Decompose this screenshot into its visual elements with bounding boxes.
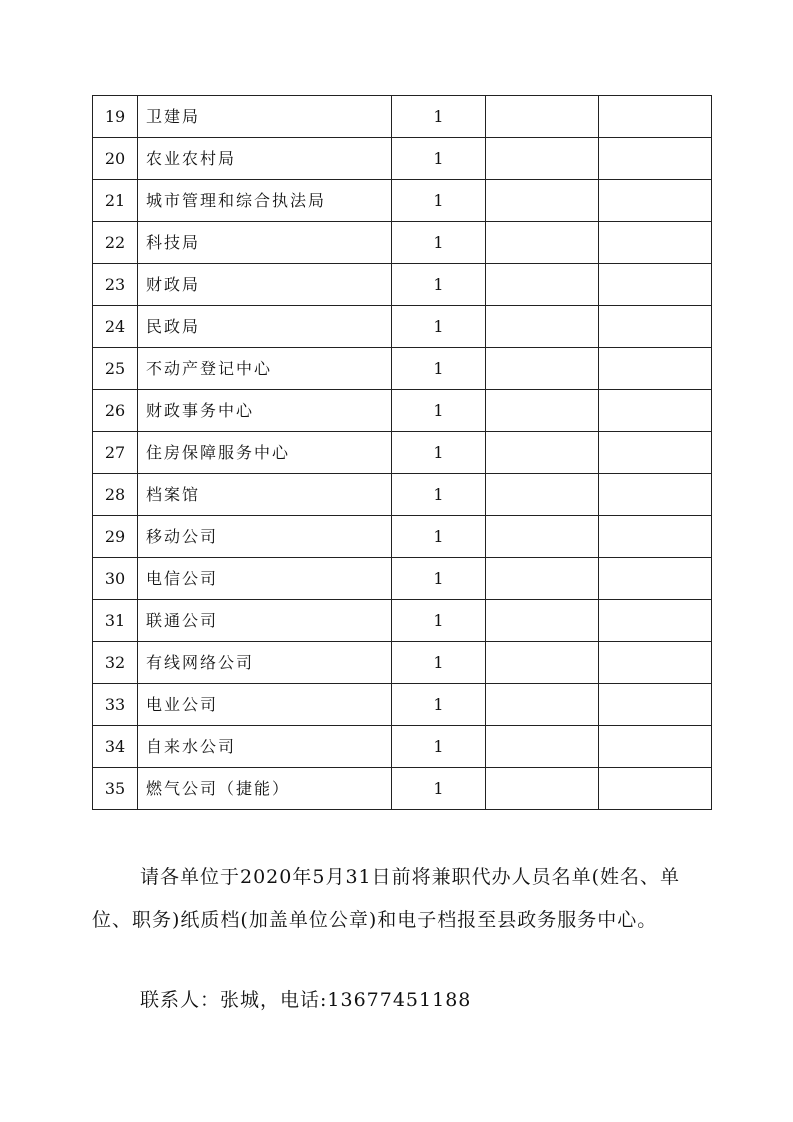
agent-quota-table — [92, 95, 712, 810]
row-number-cell: 21 — [93, 180, 138, 222]
table-row — [93, 180, 712, 222]
blank-cell-1 — [486, 138, 599, 180]
submission-notice: 请各单位于2020年5月31日前将兼职代办人员名单(姓名、单位、职务)纸质档(加盖单位公章)和电子档报至县政务服务中心。 — [92, 866, 681, 931]
row-number-cell: 24 — [93, 306, 138, 348]
blank-cell-2 — [599, 600, 712, 642]
blank-cell-2 — [599, 474, 712, 516]
unit-name-cell: 联通公司 — [138, 600, 392, 642]
unit-name-cell: 燃气公司（捷能） — [138, 768, 392, 810]
table-row — [93, 138, 712, 180]
table-row — [93, 642, 712, 684]
table-row — [93, 726, 712, 768]
unit-name-cell: 电业公司 — [138, 684, 392, 726]
agent-quota-table-body — [93, 96, 712, 810]
table-row — [93, 264, 712, 306]
unit-name-cell: 有线网络公司 — [138, 642, 392, 684]
blank-cell-1 — [486, 768, 599, 810]
blank-cell-1 — [486, 306, 599, 348]
unit-name-cell: 财政事务中心 — [138, 390, 392, 432]
blank-cell-2 — [599, 642, 712, 684]
blank-cell-2 — [599, 348, 712, 390]
blank-cell-2 — [599, 768, 712, 810]
table-row — [93, 348, 712, 390]
staff-count-cell: 1 — [392, 516, 486, 558]
unit-name-cell: 不动产登记中心 — [138, 348, 392, 390]
table-row — [93, 432, 712, 474]
row-number-cell: 19 — [93, 96, 138, 138]
table-row — [93, 768, 712, 810]
staff-count-cell: 1 — [392, 222, 486, 264]
staff-count-cell: 1 — [392, 558, 486, 600]
row-number-cell: 35 — [93, 768, 138, 810]
unit-name-cell: 卫建局 — [138, 96, 392, 138]
table-row — [93, 306, 712, 348]
blank-cell-1 — [486, 348, 599, 390]
table-row — [93, 558, 712, 600]
table-row — [93, 96, 712, 138]
unit-name-cell: 农业农村局 — [138, 138, 392, 180]
staff-count-cell: 1 — [392, 768, 486, 810]
unit-name-cell: 科技局 — [138, 222, 392, 264]
row-number-cell: 29 — [93, 516, 138, 558]
unit-name-cell: 移动公司 — [138, 516, 392, 558]
staff-count-cell: 1 — [392, 96, 486, 138]
row-number-cell: 33 — [93, 684, 138, 726]
unit-name-cell: 住房保障服务中心 — [138, 432, 392, 474]
staff-count-cell: 1 — [392, 180, 486, 222]
unit-name-cell: 城市管理和综合执法局 — [138, 180, 392, 222]
blank-cell-1 — [486, 432, 599, 474]
row-number-cell: 34 — [93, 726, 138, 768]
staff-count-cell: 1 — [392, 684, 486, 726]
blank-cell-1 — [486, 96, 599, 138]
blank-cell-2 — [599, 516, 712, 558]
staff-count-cell: 1 — [392, 390, 486, 432]
staff-count-cell: 1 — [392, 138, 486, 180]
staff-count-cell: 1 — [392, 306, 486, 348]
staff-count-cell: 1 — [392, 348, 486, 390]
blank-cell-1 — [486, 600, 599, 642]
blank-cell-2 — [599, 264, 712, 306]
unit-name-cell: 自来水公司 — [138, 726, 392, 768]
blank-cell-1 — [486, 726, 599, 768]
staff-count-cell: 1 — [392, 474, 486, 516]
staff-count-cell: 1 — [392, 432, 486, 474]
blank-cell-2 — [599, 432, 712, 474]
staff-count-cell: 1 — [392, 726, 486, 768]
blank-cell-1 — [486, 222, 599, 264]
row-number-cell: 20 — [93, 138, 138, 180]
blank-cell-2 — [599, 222, 712, 264]
row-number-cell: 30 — [93, 558, 138, 600]
blank-cell-2 — [599, 180, 712, 222]
row-number-cell: 31 — [93, 600, 138, 642]
blank-cell-2 — [599, 138, 712, 180]
table-row — [93, 474, 712, 516]
blank-cell-1 — [486, 474, 599, 516]
blank-cell-2 — [599, 390, 712, 432]
row-number-cell: 26 — [93, 390, 138, 432]
row-number-cell: 28 — [93, 474, 138, 516]
table-row — [93, 516, 712, 558]
row-number-cell: 25 — [93, 348, 138, 390]
table-row — [93, 390, 712, 432]
blank-cell-1 — [486, 264, 599, 306]
blank-cell-2 — [599, 96, 712, 138]
row-number-cell: 22 — [93, 222, 138, 264]
unit-name-cell: 民政局 — [138, 306, 392, 348]
row-number-cell: 32 — [93, 642, 138, 684]
blank-cell-2 — [599, 306, 712, 348]
blank-cell-2 — [599, 558, 712, 600]
blank-cell-1 — [486, 516, 599, 558]
table-row — [93, 684, 712, 726]
blank-cell-1 — [486, 684, 599, 726]
blank-cell-1 — [486, 642, 599, 684]
table-row — [93, 222, 712, 264]
blank-cell-2 — [599, 684, 712, 726]
unit-name-cell: 电信公司 — [138, 558, 392, 600]
table-row — [93, 600, 712, 642]
blank-cell-1 — [486, 180, 599, 222]
unit-name-cell: 财政局 — [138, 264, 392, 306]
unit-name-cell: 档案馆 — [138, 474, 392, 516]
row-number-cell: 27 — [93, 432, 138, 474]
staff-count-cell: 1 — [392, 642, 486, 684]
contact-line: 联系人：张城，电话:13677451188 — [140, 989, 472, 1011]
row-number-cell: 23 — [93, 264, 138, 306]
blank-cell-2 — [599, 726, 712, 768]
blank-cell-1 — [486, 558, 599, 600]
staff-count-cell: 1 — [392, 600, 486, 642]
staff-count-cell: 1 — [392, 264, 486, 306]
blank-cell-1 — [486, 390, 599, 432]
